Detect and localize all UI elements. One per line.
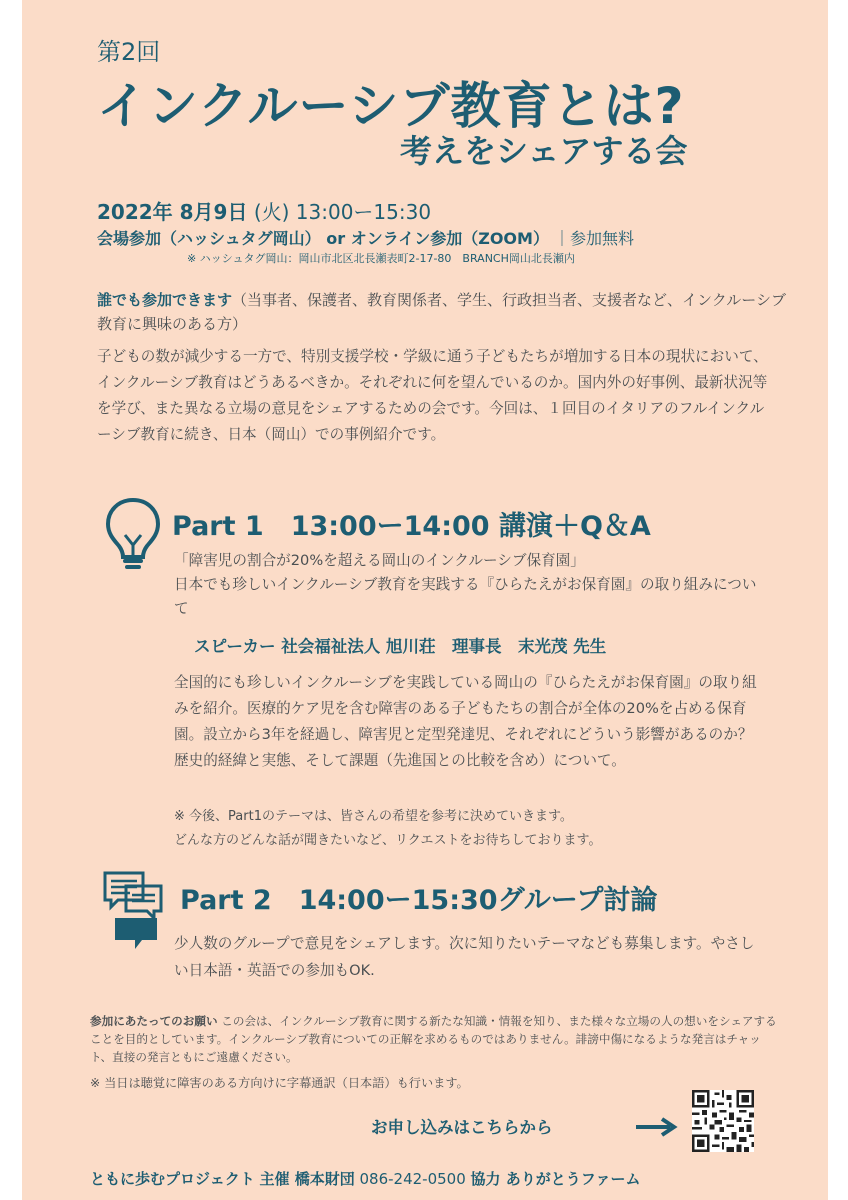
participation-request	[90, 1012, 780, 1066]
caption-note: ※ 当日は聴覚に障害のある方向けに字幕通訳（日本語）も行います。	[90, 1076, 469, 1090]
part2-heading: Part 2 14:00ー15:30グループ討論	[180, 885, 658, 916]
audience-lead: 誰でも参加できます	[97, 291, 233, 309]
audience	[97, 288, 787, 336]
qr-code[interactable]	[692, 1090, 754, 1152]
venue-options: 会場参加（ハッシュタグ岡山） or オンライン参加（ZOOM）	[97, 229, 549, 248]
event-time: 13:00ー15:30	[295, 200, 432, 224]
apply-link[interactable]: お申し込みはこちらから	[371, 1118, 553, 1137]
event-day: (火)	[247, 200, 296, 224]
intro-text: 子どもの数が減少する一方で、特別支援学校・学級に通う子どもたちが増加する日本の現状において、インクルーシブ教育はどうあるべきか。それぞれに何を望んでいるのか。国内外の好事例、最新状況等を学び、また異なる立場の意見をシェアするための会です。今回は、１回目のイタリアのフルインクルーシブ教育に続き、日本（岡山）での事例紹介です。	[97, 348, 768, 443]
page-subtitle: 考えをシェアする会	[400, 132, 688, 170]
event-venue	[97, 226, 634, 249]
part1-topic-sub: 日本でも珍しいインクルーシブ教育を実践する『ひらたえがお保育園』の取り組みについて	[174, 576, 757, 617]
venue-address: ※ ハッシュタグ岡山：岡山市北区北長瀬表町2-17-80 BRANCH岡山北長瀬内	[187, 252, 575, 265]
footer	[90, 1168, 640, 1189]
arrow-right-icon	[634, 1116, 678, 1138]
part1-note-line1: ※ 今後、Part1のテーマは、皆さんの希望を参考に決めていきます。	[174, 809, 573, 824]
speaker: スピーカー 社会福祉法人 旭川荘 理事長 末光茂 先生	[194, 637, 607, 656]
chat-bubbles-icon	[102, 870, 164, 952]
request-lead: 参加にあたってのお願い	[90, 1014, 218, 1028]
event-round: 第2回	[97, 38, 161, 66]
footer-phone: 086-242-0500	[359, 1170, 466, 1188]
fee: ｜参加無料	[554, 229, 635, 248]
part1-body: 全国的にも珍しいインクルーシブを実践している岡山の『ひらたえがお保育園』の取り組みを紹介。医療的ケア児を含む障害のある子どもたちの割合が全体の20%を占める保育園。設立から3年を経過し、障害児と定型発達児、それぞれにどういう影響があるのか？歴史的経緯と実態、そして課題（先進国との比較を含め）について。	[174, 674, 757, 769]
part2-body: 少人数のグループで意見をシェアします。次に知りたいテーマなども募集します。やさしい日本語・英語での参加もOK.	[174, 935, 755, 979]
part1-heading: Part 1 13:00ー14:00 講演＋Q＆A	[172, 511, 651, 542]
footer-host: 主催 橋本財団	[259, 1170, 355, 1188]
lightbulb-icon	[104, 497, 162, 571]
audience-detail: （当事者、保護者、教育関係者、学生、行政担当者、支援者など、インクルーシブ教育に興味のある方）	[97, 291, 786, 333]
page-title: インクルーシブ教育とは?	[97, 77, 685, 135]
footer-support: 協力 ありがとうファーム	[470, 1170, 641, 1188]
request-body: この会は、インクルーシブ教育に関する新たな知識・情報を知り、また様々な立場の人の想いをシェアすることを目的としています。インクルーシブ教育についての正解を求めるものではありません。誹謗中傷になるような発言はチャット、直接の発言ともにご遠慮ください。	[90, 1014, 777, 1064]
part1-note	[174, 805, 774, 853]
event-date: 2022年 8月9日	[97, 200, 248, 224]
event-datetime	[97, 196, 431, 225]
part1-topic-title: 「障害児の割合が20%を超える岡山のインクルーシブ保育園」	[174, 552, 585, 569]
flyer	[22, 0, 828, 1200]
part1-topic	[174, 549, 764, 621]
footer-project: ともに歩むプロジェクト	[90, 1170, 255, 1188]
part1-note-line2: どんな方のどんな話が聞きたいなど、リクエストをお待ちしております。	[174, 833, 602, 848]
